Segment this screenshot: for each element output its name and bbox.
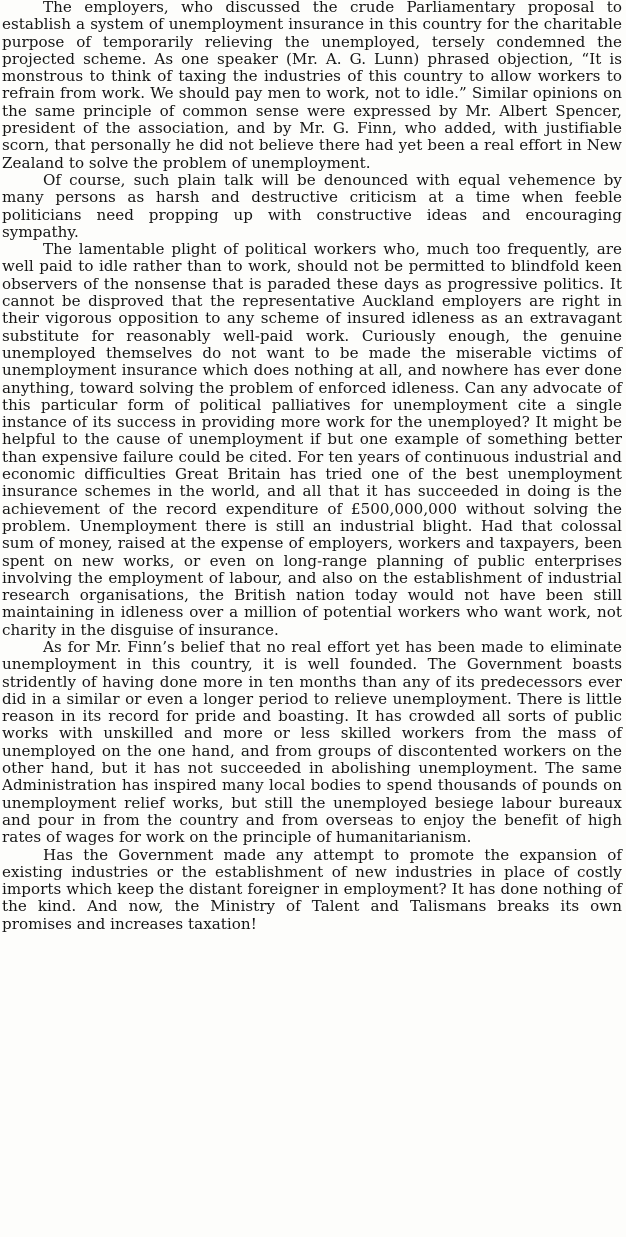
editorial-article: [2, 0, 622, 933]
paragraph-employers-condemn-scheme: The employers, who discussed the crude Parliamentary proposal to establish a system of unemployment insurance in this country for the charitable purpose of temporarily relieving the unemployed, tersely condemned the projected scheme. As one speaker (Mr. A. G. Lunn) phrased objection, “It is monstrous to think of taxing the industries of this country to allow workers to refrain from work. We should pay men to work, not to idle.” Similar opinions on the same principle of common sense were expressed by Mr. Albert Spencer, president of the association, and by Mr. G. Finn, who added, with justifiable scorn, that personally he did not believe there had yet been a real effort in New Zealand to solve the problem of unemployment.: [2, 0, 622, 172]
paragraph-finn-belief: As for Mr. Finn’s belief that no real effort yet has been made to eliminate unemployment in this country, it is well founded. The Government boasts stridently of having done more in ten months than any of its predecessors ever did in a similar or even a longer period to relieve unemployment. There is little reason in its record for pride and boasting. It has crowded all sorts of public works with unskilled and more or less skilled workers from the mass of unemployed on the one hand, and from groups of discontented workers on the other hand, but it has not succeeded in abolishing unemployment. The same Administration has inspired many local bodies to spend thousands of pounds on unemployment relief works, but still the unemployed besiege labour bureaux and pour in from the country and from overseas to enjoy the benefit of high rates of wages for work on the principle of humanitarianism.: [2, 637, 622, 847]
paragraph-plain-talk-denounced: Of course, such plain talk will be denounced with equal vehemence by many persons as harsh and destructive criticism at a time when feeble politicians need propping up with constructive ideas and encouraging sympathy.: [2, 170, 622, 241]
paragraph-government-industries: Has the Government made any attempt to promote the expansion of existing industries or the establishment of new industries in place of costly imports which keep the distant foreigner in employment? It has done nothing of the kind. And now, the Ministry of Talent and Talismans breaks its own promises and increases taxation!: [2, 845, 622, 933]
paragraph-political-workers-plight: The lamentable plight of political workers who, much too frequently, are well paid to idle rather than to work, should not be permitted to blindfold keen observers of the nonsense that is paraded these days as progressive politics. It cannot be disproved that the representative Auckland employers are right in their vigorous opposition to any scheme of insured idleness as an extravagant substitute for reasonably well-paid work. Curiously enough, the genuine unemployed themselves do not want to be made the miserable victims of unemployment insurance which does nothing at all, and nowhere has ever done anything, toward solving the problem of enforced idleness. Can any advocate of this particular form of political palliatives for unemployment cite a single instance of its success in providing more work for the unemployed? It might be helpful to the cause of unemployment if but one example of something better than expensive failure could be cited. For ten years of continuous industrial and economic difficulties Great Britain has tried one of the best unemployment insurance schemes in the world, and all that it has succeeded in doing is the achievement of the record expenditure of £500,000,000 without solving the problem. Unemployment there is still an industrial blight. Had that colossal sum of money, raised at the expense of employers, workers and taxpayers, been spent on new works, or even on long-range planning of public enterprises involving the employment of labour, and also on the establishment of industrial research organisations, the British nation today would not have been still maintaining in idleness over a million of potential workers who want work, not charity in the disguise of insurance.: [2, 240, 622, 639]
